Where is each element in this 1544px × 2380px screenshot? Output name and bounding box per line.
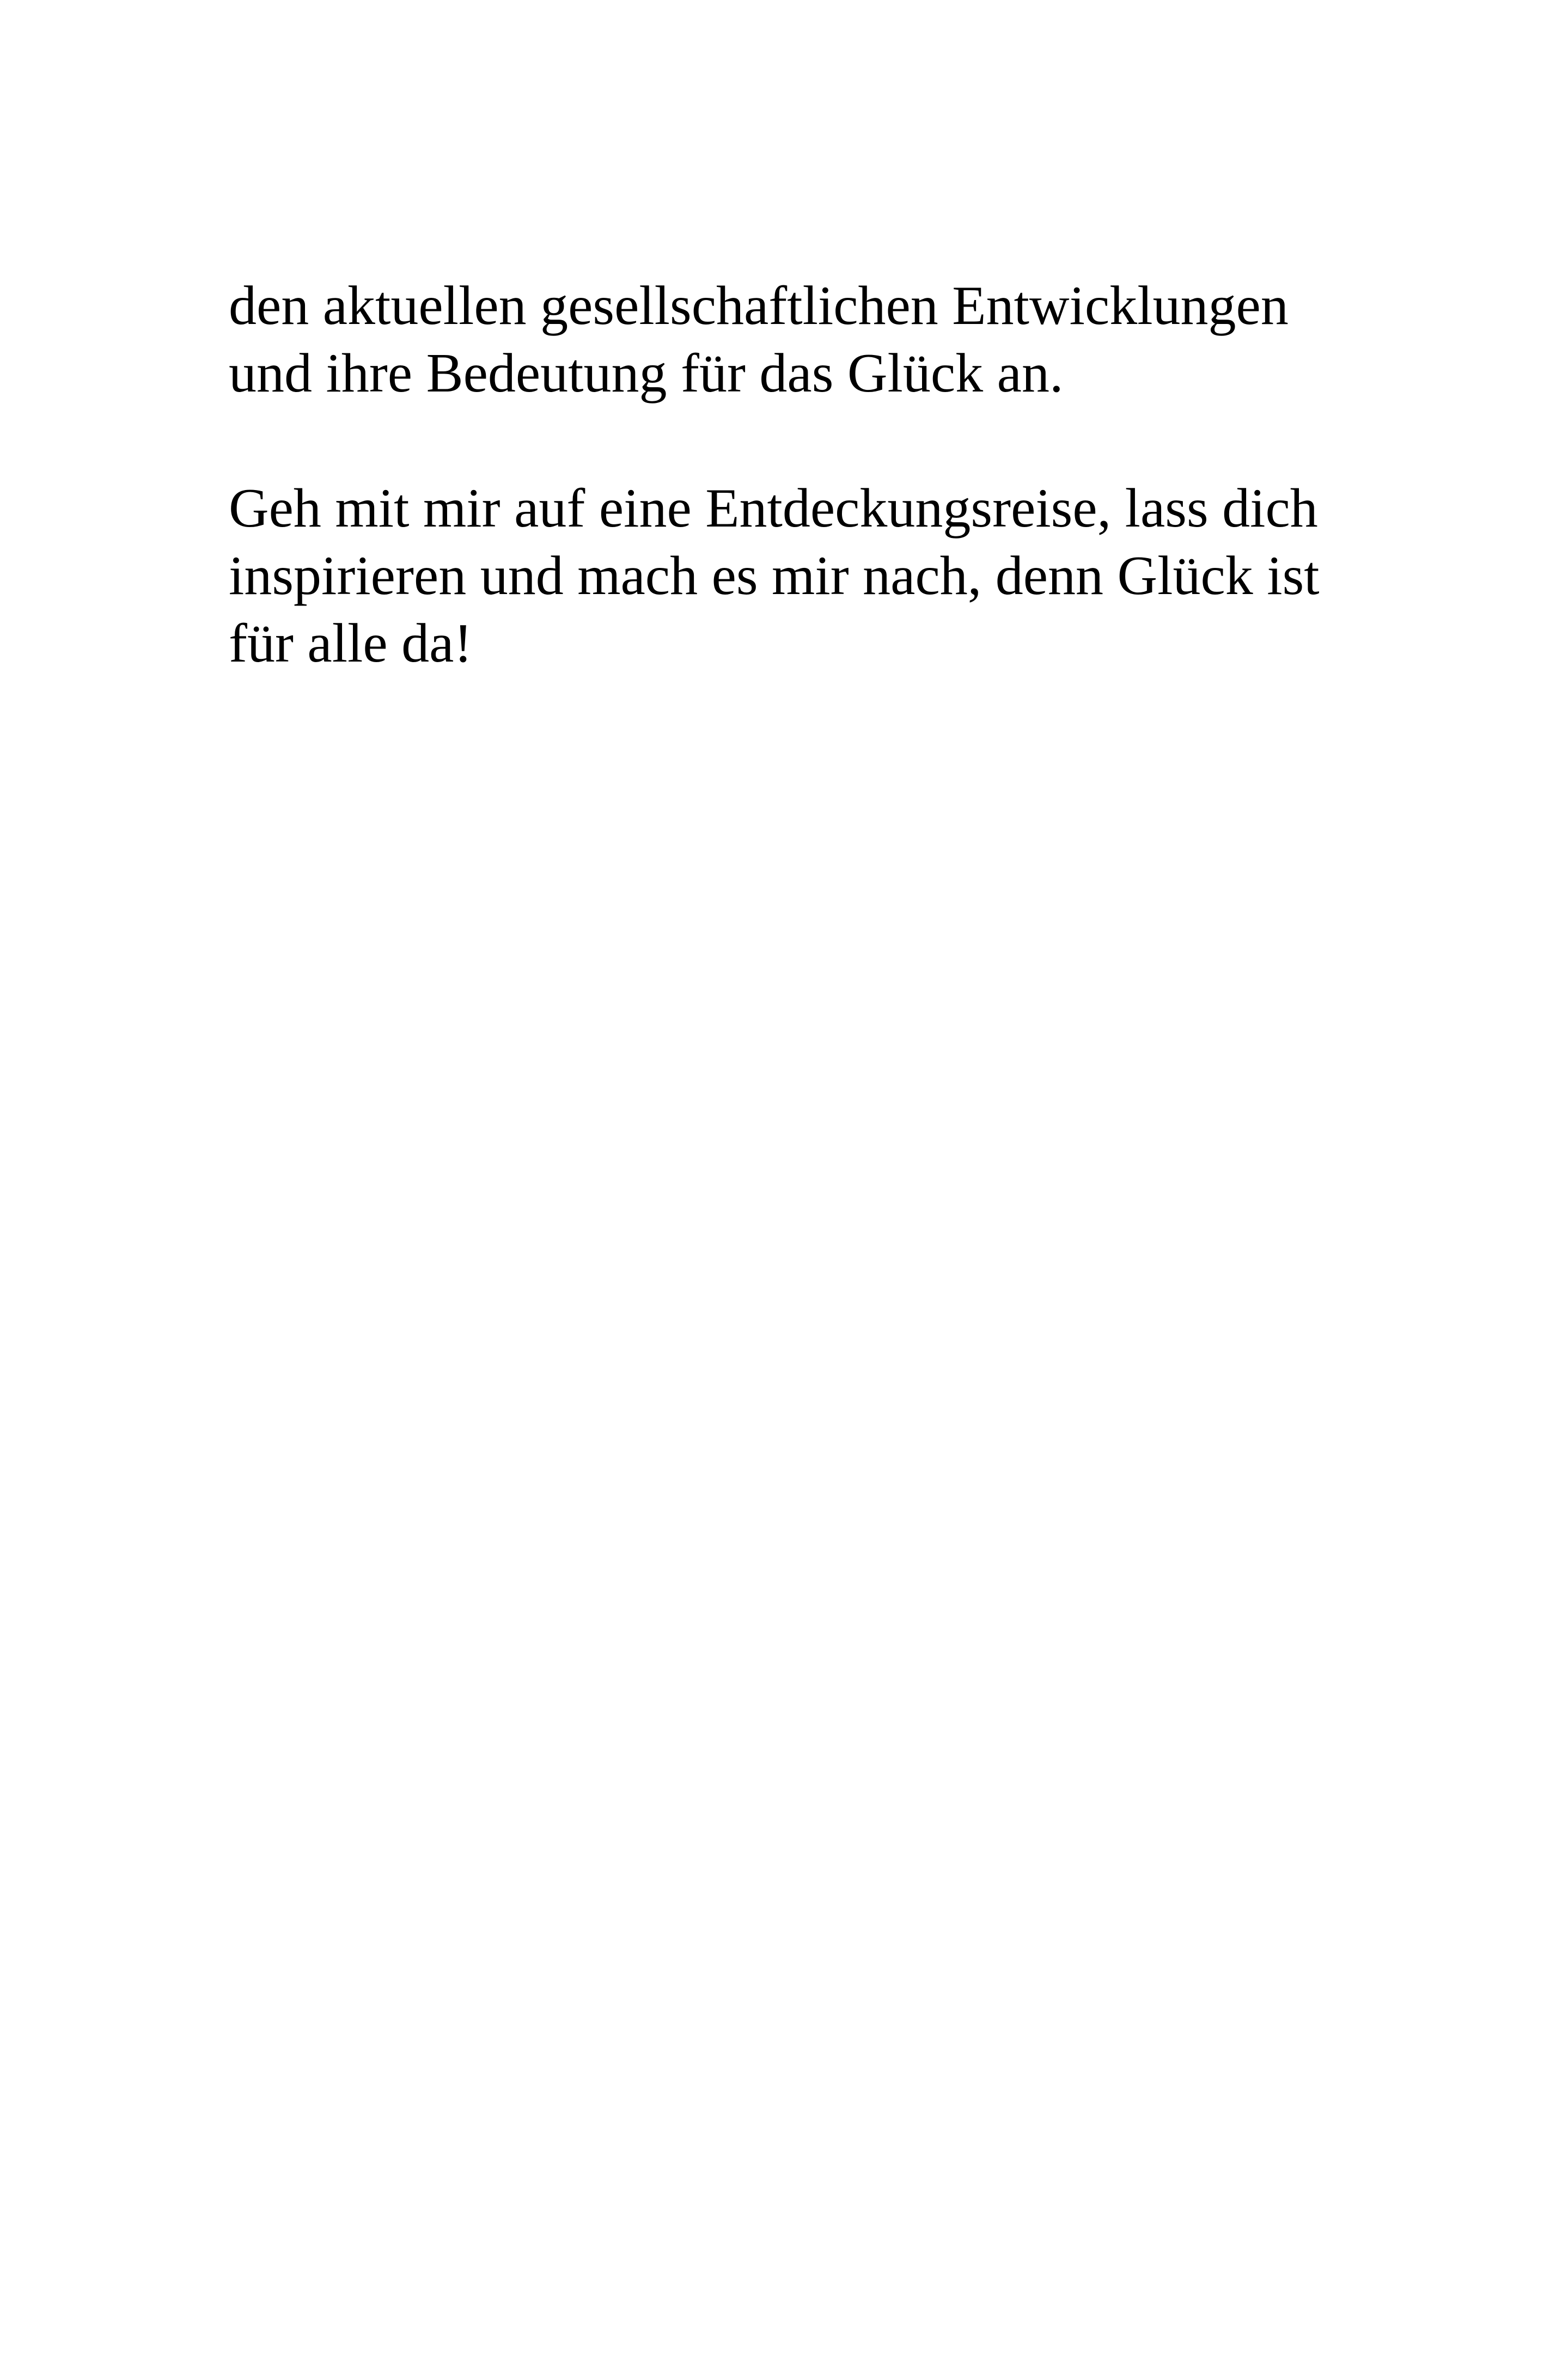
text-line: für alle da!: [229, 613, 473, 674]
text-line: den aktuellen gesellschaftlichen Entwicklungen: [229, 275, 1289, 336]
text-line: inspirieren und mach es mir nach, denn Glück ist: [229, 545, 1320, 607]
paragraph-1: [229, 272, 1372, 407]
body-text: [229, 272, 1372, 677]
text-line: und ihre Bedeutung für das Glück an.: [229, 342, 1064, 404]
paragraph-2: [229, 475, 1372, 677]
text-line: Geh mit mir auf eine Entdeckungsreise, lass dich: [229, 478, 1318, 539]
